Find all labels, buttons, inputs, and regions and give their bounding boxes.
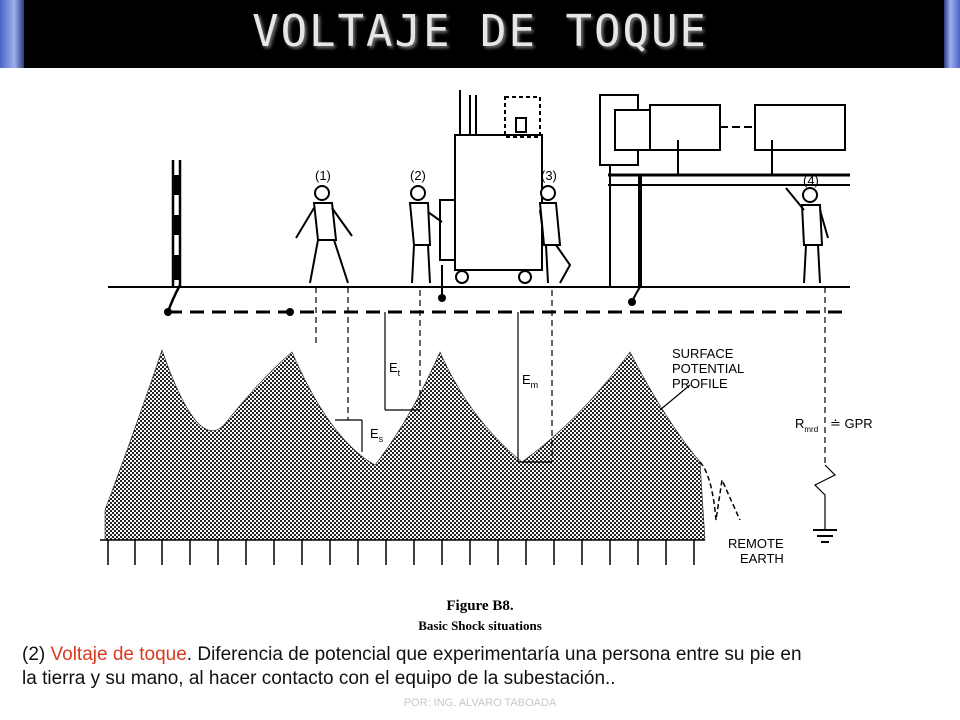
ground-ticks [100,540,705,565]
definition-line2: la tierra y su mano, al hacer contacto con el equipo de la subestación.. [22,668,616,689]
definition-term: Voltaje de toque [50,644,187,665]
profile-label-line2: POTENTIAL [672,361,745,376]
em-label: $E_m$ [522,372,539,390]
figure-caption: Basic Shock situations [418,618,542,633]
person-3-figure [540,186,570,283]
person-4-figure [786,188,828,283]
rmrd-label: $R_{mrd}$ [795,416,819,434]
profile-label-line1: SURFACE [672,346,734,361]
profile-label-line3: PROFILE [672,376,728,391]
et-label: $E_t$ [389,360,401,378]
person-1-figure [296,186,352,283]
remote-earth-line2: EARTH [740,551,784,566]
slide-title: VOLTAJE DE TOQUE [252,6,708,57]
footer-author: POR: ING. ALVARO TABOADA [403,697,557,709]
gpr-label: ≐ GPR [830,416,873,431]
definition-text [22,643,942,691]
definition-line1: . Diferencia de potencial que experimentaría una persona entre su pie en [186,644,802,665]
profile-tail [700,462,740,520]
fence-post [168,160,180,312]
es-label: $E_s$ [370,426,384,444]
title-bar [0,0,960,68]
person-3-label: (3) [541,168,557,183]
shock-situations-diagram [0,68,960,598]
definition-number: (2) [22,644,51,665]
surface-potential-profile [105,350,705,540]
transformer [440,90,542,298]
person-2-figure [410,186,442,283]
person-4-label: (4) [803,173,819,188]
remote-earth-line1: REMOTE [728,536,784,551]
figure-number: Figure B8. [446,598,514,614]
person-2-label: (2) [410,168,426,183]
person-1-label: (1) [315,168,331,183]
